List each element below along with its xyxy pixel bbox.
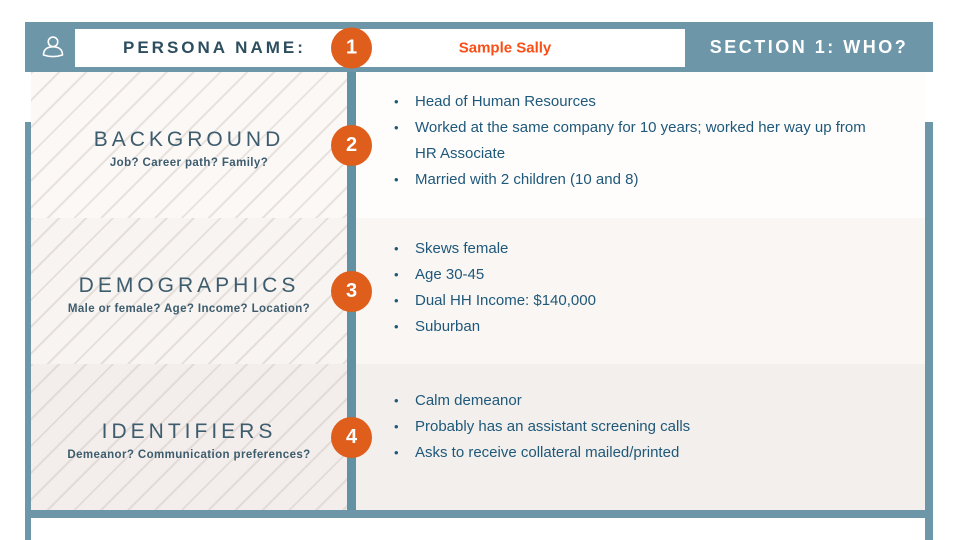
list-item: • Worked at the same company for 10 years; worked her way up from HR Associate xyxy=(392,115,891,167)
list-item: • Head of Human Resources xyxy=(392,89,891,115)
list-item: • Age 30-45 xyxy=(392,262,891,288)
list-item: • Skews female xyxy=(392,236,891,262)
persona-name-label: PERSONA NAME: xyxy=(123,38,306,57)
background-bullet-list xyxy=(356,72,925,193)
identifiers-subtitle: Demeanor? Communication preferences? xyxy=(67,448,311,461)
worksheet-body xyxy=(25,72,933,510)
demographics-title: DEMOGRAPHICS xyxy=(78,273,300,297)
step-badge-4: 4 xyxy=(331,417,372,458)
demographics-label-cell xyxy=(31,218,347,364)
list-item: • Suburban xyxy=(392,314,891,340)
demographics-content-cell xyxy=(356,218,925,364)
background-label-cell xyxy=(31,72,347,218)
row-background xyxy=(25,72,933,218)
identifiers-bullet-list xyxy=(356,364,925,466)
step-badge-3: 3 xyxy=(331,271,372,312)
list-item: • Calm demeanor xyxy=(392,388,891,414)
list-item: • Asks to receive collateral mailed/printed xyxy=(392,440,891,466)
background-title: BACKGROUND xyxy=(93,127,285,151)
worksheet-frame xyxy=(25,22,933,518)
demographics-subtitle: Male or female? Age? Income? Location? xyxy=(67,302,311,315)
demographics-bullet-list xyxy=(356,218,925,340)
list-item: • Married with 2 children (10 and 8) xyxy=(392,167,891,193)
identifiers-label-cell xyxy=(31,364,347,510)
row-identifiers xyxy=(25,364,933,510)
list-item: • Dual HH Income: $140,000 xyxy=(392,288,891,314)
person-icon xyxy=(39,33,67,61)
identifiers-title: IDENTIFIERS xyxy=(101,419,277,443)
header-bar xyxy=(25,22,933,72)
step-badge-2: 2 xyxy=(331,125,372,166)
row-demographics xyxy=(25,218,933,364)
step-badge-1: 1 xyxy=(331,28,372,69)
list-item: • Probably has an assistant screening calls xyxy=(392,414,891,440)
frame-bottom-border xyxy=(25,510,933,518)
identifiers-content-cell xyxy=(356,364,925,510)
persona-name-box xyxy=(75,29,685,67)
background-subtitle: Job? Career path? Family? xyxy=(109,156,269,169)
background-content-cell xyxy=(356,72,925,218)
persona-name-value: Sample Sally xyxy=(458,39,552,57)
section-title: SECTION 1: WHO? xyxy=(709,37,909,57)
